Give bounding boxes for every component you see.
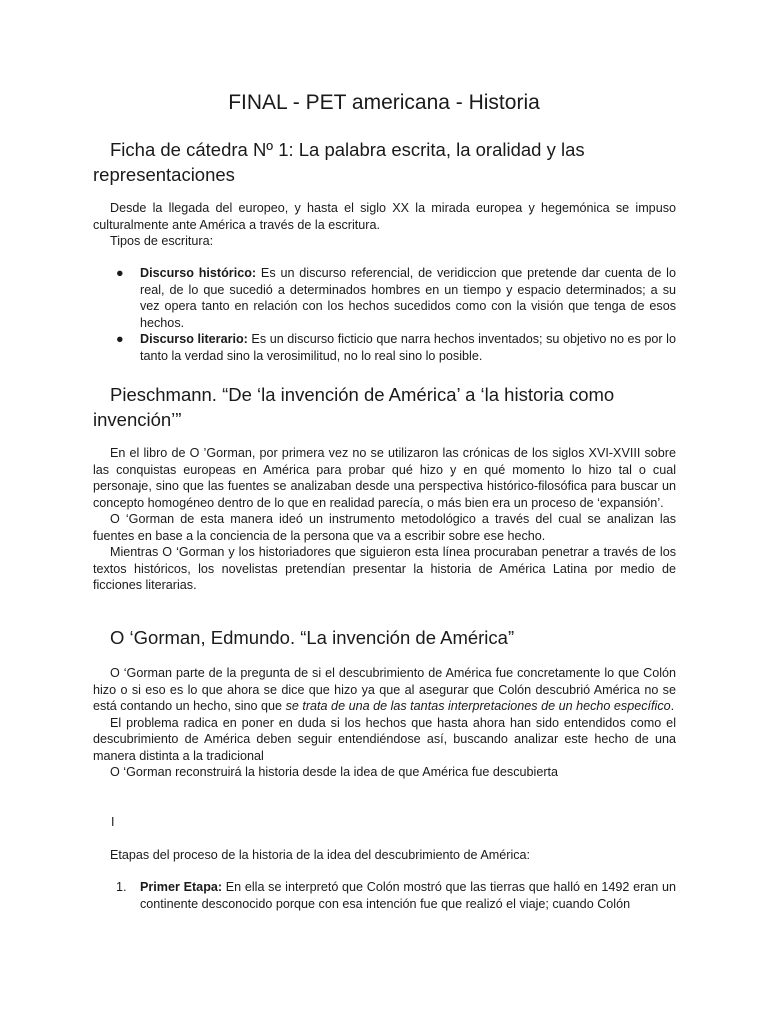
definition: En ella se interpretó que Colón mostró que las tierras que halló en 1492 eran un continente desconocido porque con esa intención fue que realizó el viaje; cuando Colón bbox=[140, 880, 676, 911]
text-run: . bbox=[670, 699, 675, 713]
paragraph: El problema radica en poner en duda si los hechos que hasta ahora han sido entendidos como el descubrimiento de América deben seguir entendiéndose así, buscando analizar este hecho de una manera distinta a la tradicional bbox=[93, 715, 676, 763]
paragraph-block bbox=[93, 665, 676, 781]
text-cursor: I bbox=[111, 815, 115, 829]
definition: Es un discurso ficticio que narra hechos inventados; su objetivo no es por lo tanto la verdad sino la verosimilitud, no lo real sino lo posible. bbox=[140, 332, 676, 363]
term: Discurso histórico: bbox=[140, 266, 257, 280]
term: Primer Etapa: bbox=[140, 880, 223, 894]
paragraph-block bbox=[93, 445, 676, 594]
list-item bbox=[93, 265, 676, 331]
bullet-icon: ● bbox=[116, 332, 124, 346]
heading-line: Pieschmann. “De ‘la invención de América’ a ‘la historia como bbox=[110, 384, 615, 405]
section-heading-ficha bbox=[93, 137, 676, 187]
list-item bbox=[93, 879, 676, 912]
bullet-icon: ● bbox=[116, 266, 124, 280]
paragraph: O ‘Gorman de esta manera ideó un instrumento metodológico a través del cual se analizan las fuentes en base a la conciencia de la persona que va a escribir sobre ese hecho. bbox=[93, 512, 676, 543]
paragraph: Etapas del proceso de la historia de la idea del descubrimiento de América: bbox=[110, 848, 531, 862]
section-heading-pieschmann bbox=[93, 382, 676, 432]
text-run: O ‘Gorman parte de la pregunta de si el descubrimiento de América fue concretamente lo que Colón hizo o si eso es lo que ahora se dice que hizo ya que al asegurar que Colón descubrió América no se está contando un hecho, sino que bbox=[93, 666, 676, 713]
paragraph: Mientras O ‘Gorman y los historiadores que siguieron esta línea procuraban penetrar a través de los textos históricos, los novelistas pretendían presentar la historia de América Latina por medio de ficciones literarias. bbox=[93, 545, 676, 592]
paragraph: Desde la llegada del europeo, y hasta el siglo XX la mirada europea y hegemónica se impuso culturalmente ante América a través de la escritura. bbox=[93, 201, 676, 232]
heading-line: representaciones bbox=[93, 164, 235, 185]
list-number: 1. bbox=[116, 880, 127, 894]
heading-line: O ‘Gorman, Edmundo. “La invención de América” bbox=[110, 627, 515, 648]
paragraph: O ‘Gorman reconstruirá la historia desde la idea de que América fue descubierta bbox=[110, 765, 559, 779]
paragraph bbox=[93, 665, 676, 715]
paragraph: En el libro de O ’Gorman, por primera vez no se utilizaron las crónicas de los siglos XVI-XVIII sobre las conquistas europeas en América para probar qué hizo y en qué momento lo hizo tal o cual personaje, sino que las fuentes se analizaban desde una perspectiva histórico-filosófica para buscar un concepto homogéneo dentro de lo que en realidad parecía, o más bien era un proceso de ‘expansión’. bbox=[93, 446, 676, 510]
paragraph-block bbox=[93, 200, 676, 250]
section-heading-ogorman bbox=[93, 625, 676, 650]
heading-line: Ficha de cátedra Nº 1: La palabra escrita, la oralidad y las bbox=[110, 139, 585, 160]
heading-line: invención’” bbox=[93, 409, 182, 430]
document-title: FINAL - PET americana - Historia bbox=[228, 91, 540, 114]
definition: Es un discurso referencial, de veridiccion que pretende dar cuenta de lo real, de lo que sucedió a determinados hombres en un tiempo y espacio determinados; a su vez opera tanto en relación con los hechos sucedidos como con la visión que tenga de esos hechos. bbox=[140, 266, 676, 330]
list-item bbox=[93, 331, 676, 364]
paragraph: Tipos de escritura: bbox=[110, 234, 214, 248]
bullet-list bbox=[93, 265, 676, 364]
numbered-list bbox=[93, 879, 676, 912]
italic-run: se trata de una de las tantas interpretaciones de un hecho específico bbox=[285, 699, 671, 713]
term: Discurso literario: bbox=[140, 332, 248, 346]
